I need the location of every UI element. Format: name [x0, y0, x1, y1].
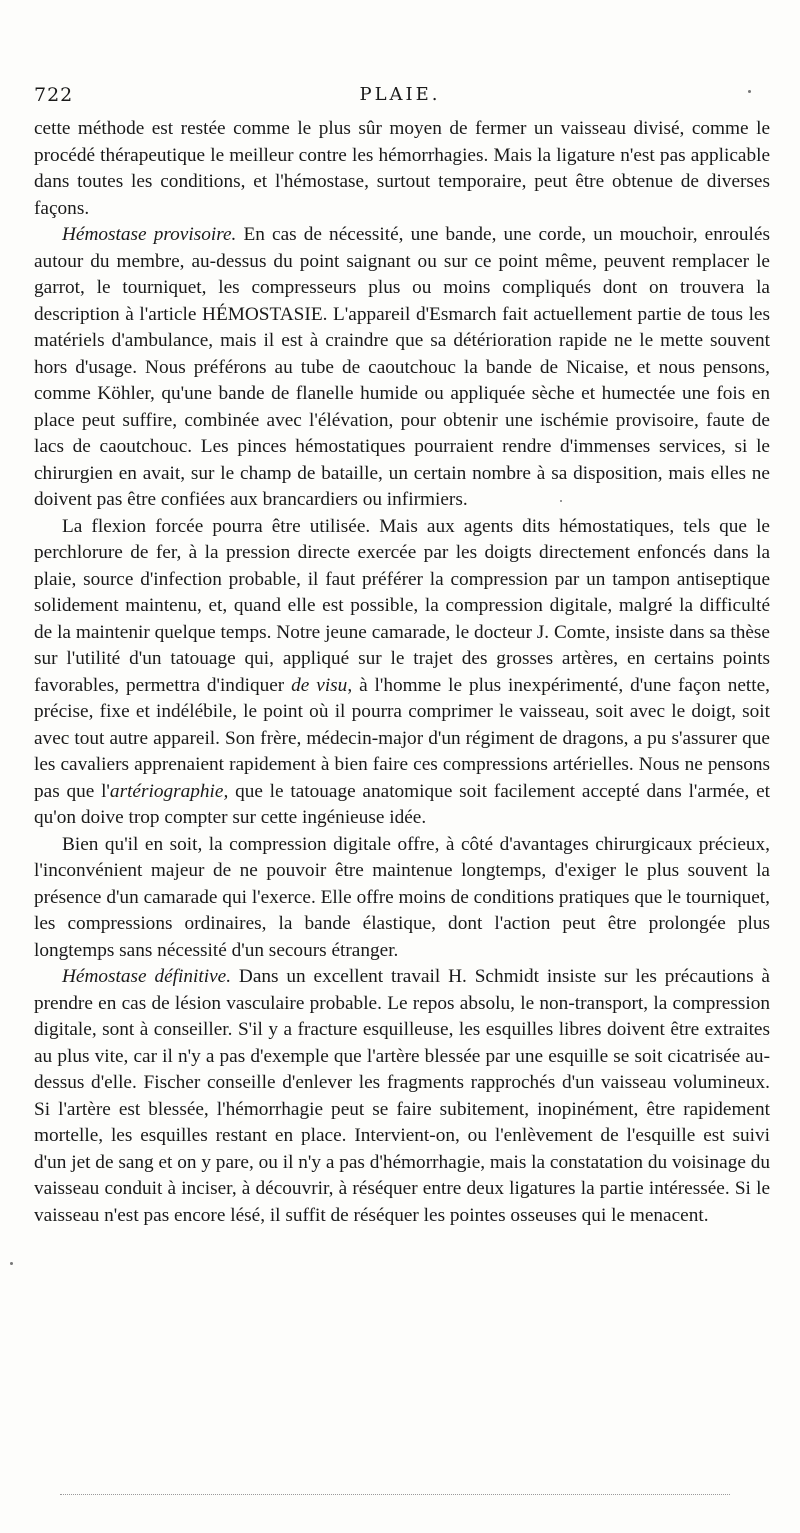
- paragraph: [34, 116, 770, 222]
- italic-text: de visu: [291, 674, 348, 696]
- paragraph-text: Dans un excellent travail H. Schmidt insiste sur les précautions à prendre en cas de lésion vasculaire probable. Le repos absolu, le non-transport, la compression digitale, sont à conseiller. S'il y a fracture esquilleuse, les esquilles libres doivent être extraites au plus vite, car il n'y a pas d'exemple que l'artère blessée par une esquille se soit cicatrisée au-dessus d'elle. Fischer conseille d'enlever les fragments rapprochés d'un vaisseau volumineux. Si l'artère est blessée, l'hémorrhagie peut se faire subitement, inopinément, être rapidement mortelle, les esquilles restant en place. Intervient-on, ou l'enlèvement de l'esquille est suivi d'un jet de sang et on y pare, ou il n'y a pas d'hémorrhagie, mais la constatation du voisinage du vaisseau conduit à inciser, à découvrir, à réséquer entre deux ligatures la partie intéressée. Si le vaisseau n'est pas encore lésé, il suffit de réséquer les pointes osseuses qui le menacent.: [34, 966, 770, 1226]
- paragraph: [34, 832, 770, 965]
- paragraph-text: En cas de nécessité, une bande, une corde, un mouchoir, enroulés autour du membre, au-dessus du point saignant ou sur ce point même, peuvent remplacer le garrot, le tourniquet, les compresseurs plus ou moins compliqués dont on trouvera la description à l'article HÉMOSTASIE. L'appareil d'Esmarch fait actuellement partie de tous les matériels d'ambulance, mais il est à craindre que sa détérioration rapide ne le mette souvent hors d'usage. Nous préférons au tube de caoutchouc la bande de Nicaise, et nous pensons, comme Köhler, qu'une bande de flanelle humide ou appliquée sèche et humectée une fois en place peut suffire, combinée avec l'élévation, pour obtenir une ischémie provisoire, faute de lacs de caoutchouc. Les pinces hémostatiques pourraient rendre d'immenses services, si le chirurgien en avait, sur le champ de bataille, un certain nombre à sa disposition, mais elles ne doivent pas être confiées aux brancardiers ou infirmiers.: [34, 224, 770, 510]
- paragraph-text: Bien qu'il en soit, la compression digitale offre, à côté d'avantages chirurgicaux précieux, l'inconvénient majeur de ne pouvoir être maintenue longtemps, d'exiger le plus souvent la présence d'un camarade qui l'exerce. Elle offre moins de conditions pratiques que le tourniquet, les compressions ordinaires, la bande élastique, dont l'action peut être prolongée plus longtemps sans nécessité d'un secours étranger.: [34, 833, 770, 961]
- paragraph: [34, 222, 770, 514]
- italic-text: artériographie,: [109, 780, 229, 802]
- body-text: [34, 116, 770, 1229]
- paragraph-text: La flexion forcée pourra être utilisée. Mais aux agents dits hémostatiques, tels que le perchlorure de fer, à la pression directe exercée par les doigts directement enfoncés dans la plaie, source d'infection probable, il faut préférer la compression par un tampon antiseptique solidement maintenu, et, quand elle est possible, la compression digitale, malgré la difficulté de la maintenir quelque temps. Notre jeune camarade, le docteur J. Comte, insiste dans sa thèse sur l'utilité d'un tatouage qui, appliqué sur le trajet des grosses artères, en certains points favorables, permettra d'indiquer: [34, 515, 770, 696]
- ink-speck: [10, 1262, 13, 1265]
- footer-rule: [60, 1494, 730, 1495]
- page-number: 722: [34, 84, 74, 106]
- paragraph-text: , à l'homme le plus inexpérimenté, d'une façon nette, précise, fixe et indélébile, le point où il pourra comprimer le vaisseau, soit avec le doigt, soit avec tout autre appareil. Son frère, médecin-major d'un régiment de dragons, a pu s'assurer que les cavaliers apprenaient rapidement à bien faire ces compressions artérielles. Nous ne pensons pas que l': [34, 674, 770, 802]
- paragraph: [34, 514, 770, 832]
- running-head: PLAIE.: [359, 84, 441, 105]
- paragraph: [34, 964, 770, 1229]
- italic-text: Hémostase définitive.: [62, 966, 232, 987]
- paragraph-text: que le tatouage anatomique soit facilement accepté dans l'armée, et qu'on doive trop compter sur cette ingénieuse idée.: [34, 780, 770, 828]
- page-header: [34, 84, 766, 114]
- italic-text: Hémostase provisoire.: [62, 224, 237, 245]
- paragraph-text: cette méthode est restée comme le plus sûr moyen de fermer un vaisseau divisé, comme le procédé thérapeutique le meilleur contre les hémorrhagies. Mais la ligature n'est pas applicable dans toutes les conditions, et l'hémostase, surtout temporaire, peut être obtenue de diverses façons.: [34, 118, 770, 219]
